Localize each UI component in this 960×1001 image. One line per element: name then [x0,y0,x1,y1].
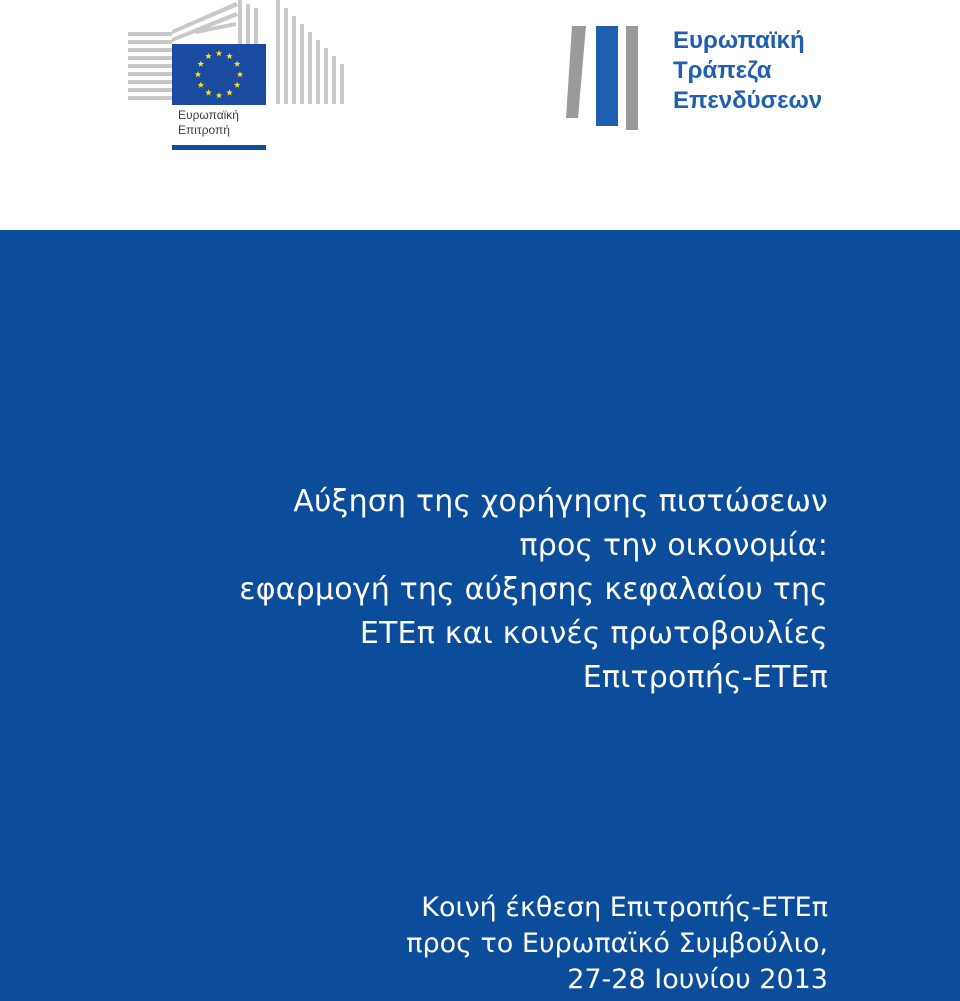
eib-name [673,26,822,116]
eib-name-line: Επενδύσεων [673,87,823,114]
eib-name-line: Τράπεζα [673,57,772,84]
subtitle-line: Κοινή έκθεση Επιτροπής-ΕΤΕπ [421,892,828,923]
report-subtitle [406,890,828,998]
report-title [239,480,828,700]
commission-name-line1: Ευρωπαϊκή [178,108,239,122]
european-commission-logo [126,0,348,152]
cover-panel [0,230,960,1001]
subtitle-line: προς το Ευρωπαϊκό Συμβούλιο, [406,928,828,959]
commission-underline [172,145,266,150]
cover-header [0,0,960,230]
title-line: Επιτροπής-ΕΤΕπ [582,660,828,695]
title-line: προς την οικονομία: [519,528,828,563]
title-line: ΕΤΕπ και κοινές πρωτοβουλίες [359,616,828,651]
title-line: Αύξηση της χορήγησης πιστώσεων [293,484,828,519]
subtitle-line: 27-28 Ιουνίου 2013 [567,964,828,995]
eib-bars-icon [566,24,666,132]
commission-name [178,108,239,138]
title-line: εφαρμογή της αύξησης κεφαλαίου της [239,572,828,607]
eib-name-line: Ευρωπαϊκή [673,27,805,54]
commission-name-line2: Επιτροπή [178,123,230,137]
